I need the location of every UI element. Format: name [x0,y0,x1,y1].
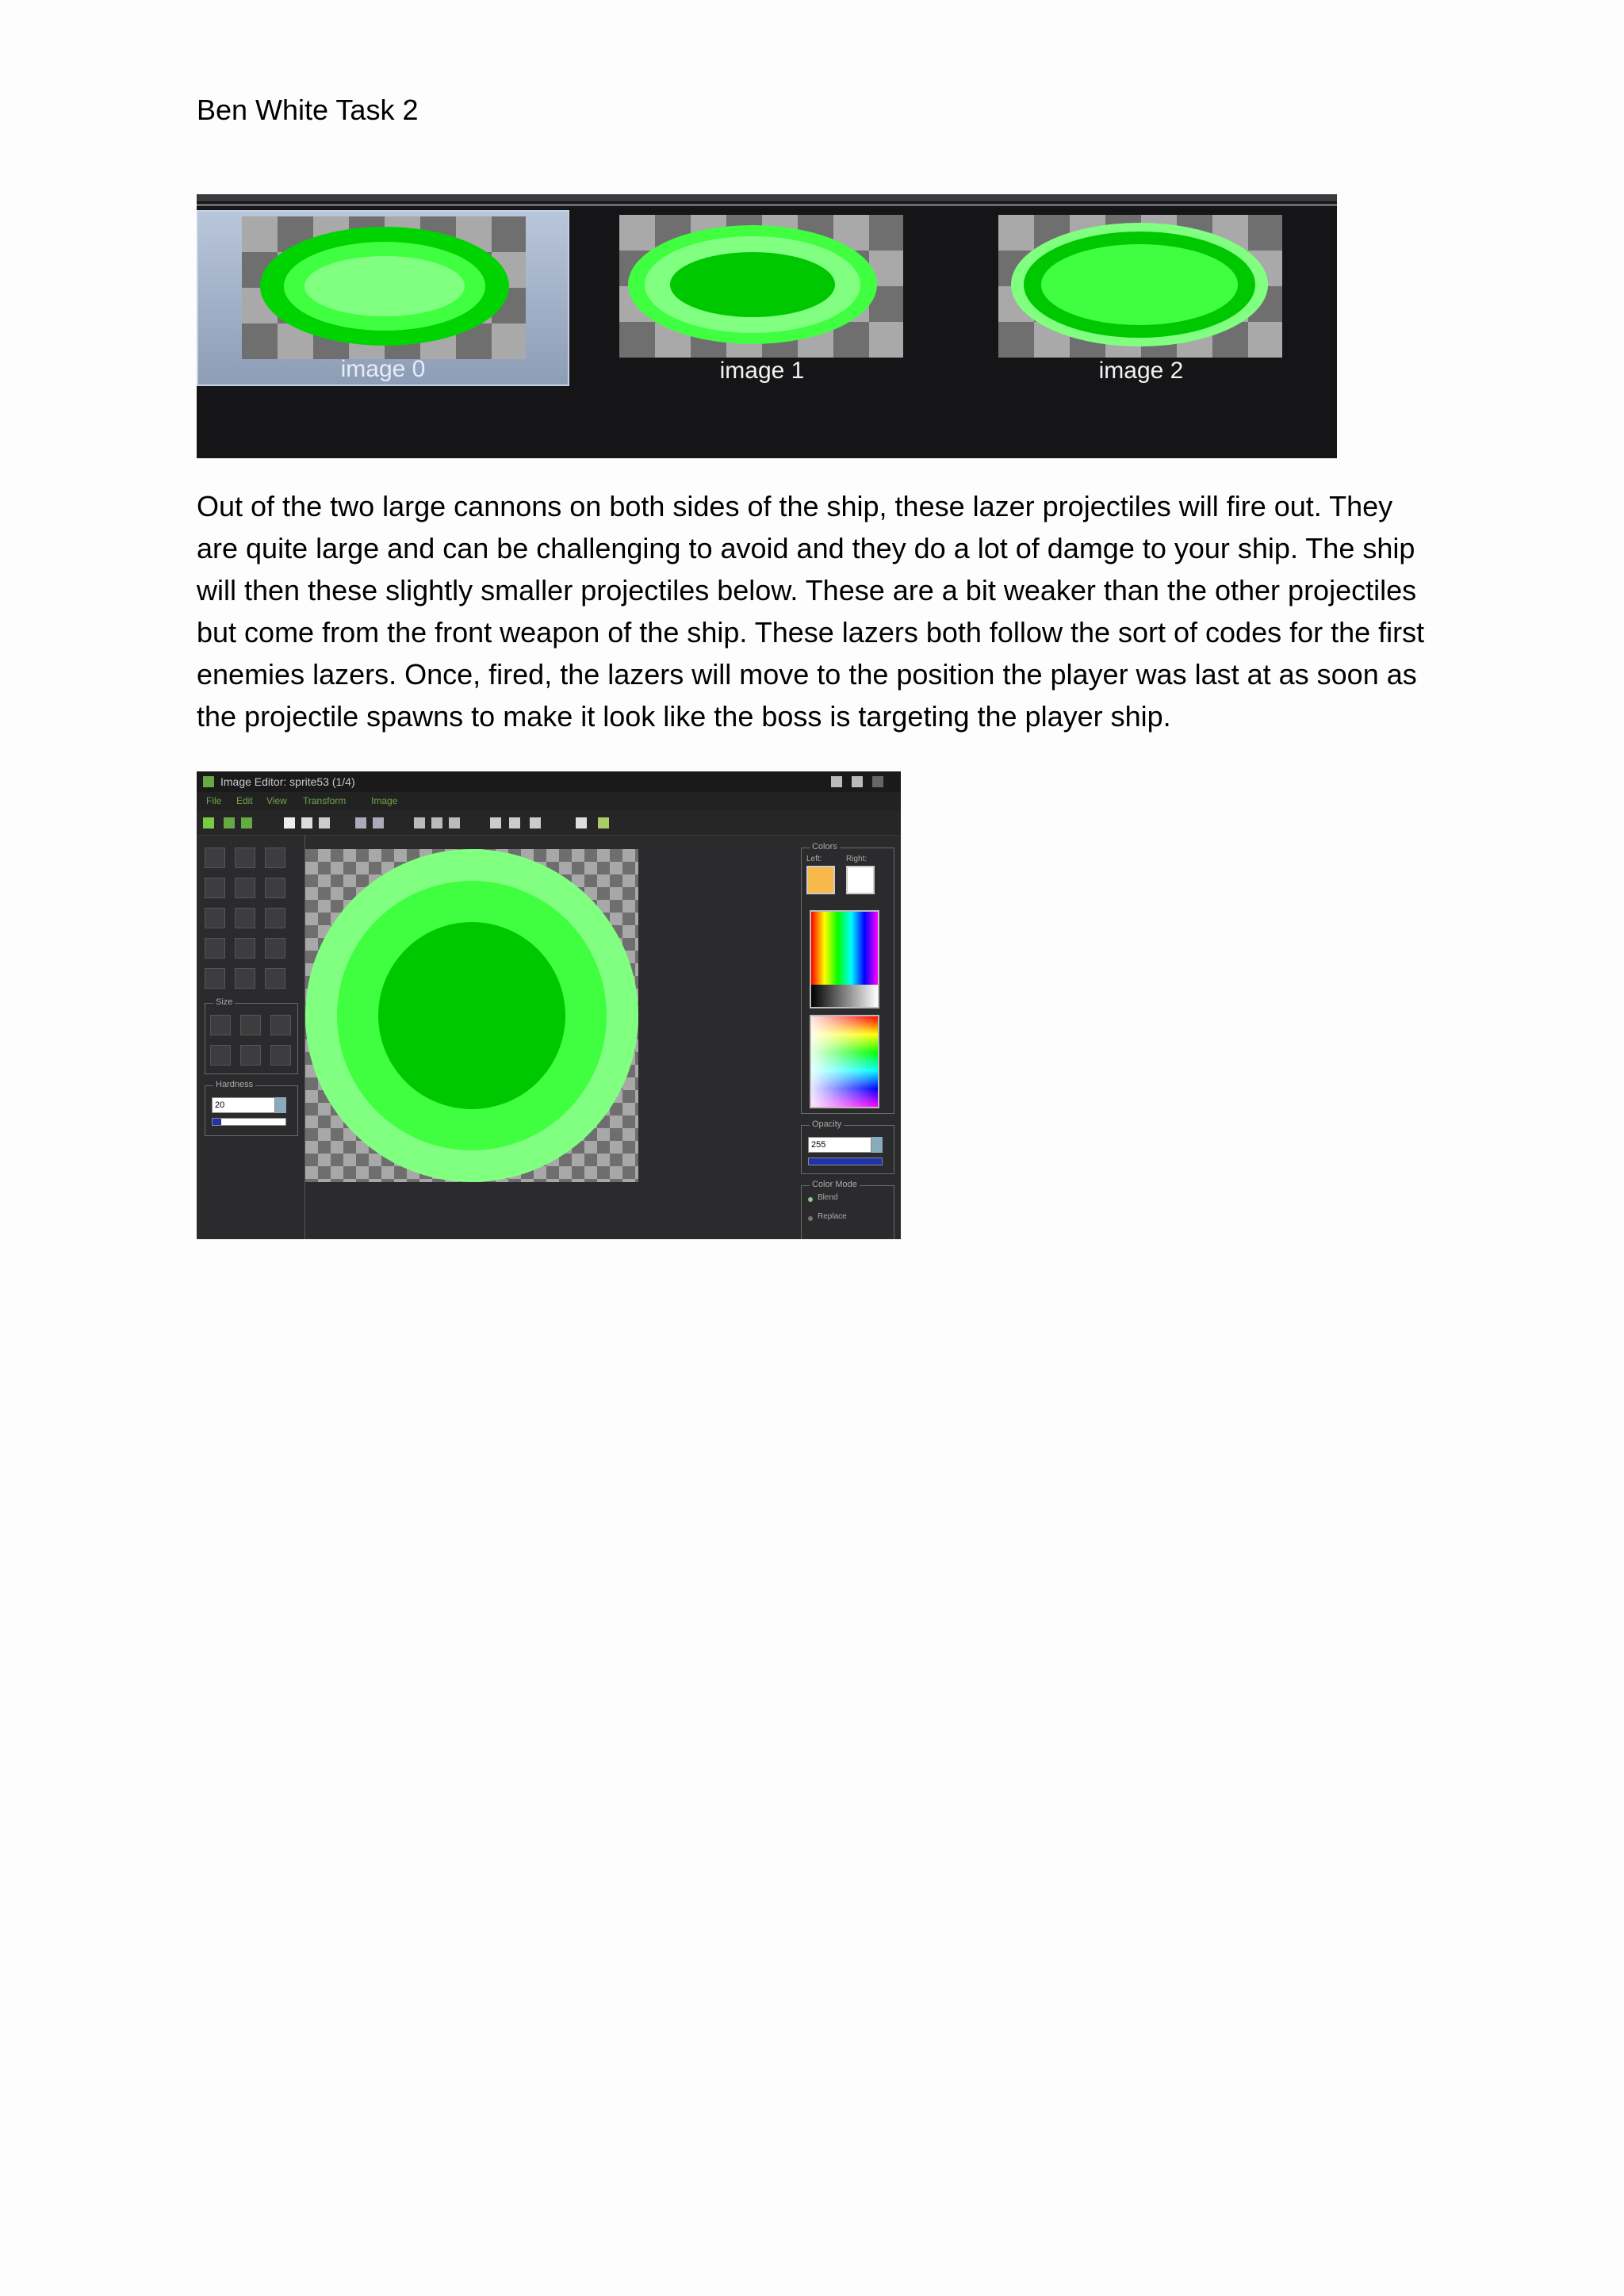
save-icon[interactable] [319,817,330,828]
ellipse-tool-icon[interactable] [235,908,255,928]
hardness-input[interactable]: 20 [212,1097,275,1113]
frame-2-thumbnail [998,215,1282,358]
replace-label: Replace [818,1212,847,1221]
color-picker-tool-icon[interactable] [235,968,255,989]
sprite-canvas[interactable] [305,849,638,1182]
menu-image[interactable]: Image [371,795,398,806]
copy-icon[interactable] [431,817,442,828]
rounded-rect-tool-icon[interactable] [265,908,285,928]
menu-edit[interactable]: Edit [236,795,253,806]
editor-titlebar [197,771,901,792]
lasso-tool-icon[interactable] [265,938,285,959]
pencil-tool-icon[interactable] [205,848,225,868]
line-tool-icon[interactable] [205,878,225,898]
blend-radio[interactable] [808,1197,813,1202]
settings-icon[interactable] [598,817,609,828]
hardness-spinner[interactable] [275,1097,286,1113]
colors-label: Colors [810,842,840,851]
magic-wand-tool-icon[interactable] [235,938,255,959]
body-paragraph: Out of the two large cannons on both sides of the ship, these lazer projectiles will fire out. They are quite large and can be challenging to avoid and they do a lot of damge to your ship. The ship will then these slightly smaller projectiles below. These are a bit weaker than the other projectiles but come from the front weapon of the ship. These lazers both follow the sort of codes for the first enemies lazers. Once, fired, the lazers will move to the position the player was last at as soon as the projectile spawns to make it look like the boss is targeting the player ship. [197,490,1425,733]
rect-tool-icon[interactable] [205,908,225,928]
frame-2-label: image 2 [1098,358,1184,384]
image-editor-screenshot [197,771,901,1239]
color-mode-label: Color Mode [810,1180,860,1189]
zoom-reset-icon[interactable] [530,817,541,828]
size-5-button[interactable] [240,1045,261,1066]
frame-1-label: image 1 [719,358,805,384]
minimize-icon[interactable] [831,776,842,787]
frame-0-label: image 0 [340,356,426,382]
editor-toolbar [197,811,901,836]
flip-icon[interactable] [355,817,366,828]
left-color-swatch[interactable] [806,866,835,894]
new-icon[interactable] [284,817,295,828]
replace-radio[interactable] [808,1216,813,1221]
frame-1-thumbnail [619,215,903,358]
text-tool-icon[interactable] [205,968,225,989]
menu-transform[interactable]: Transform [303,795,347,806]
menu-file[interactable]: File [206,795,222,806]
opacity-spinner[interactable] [871,1137,883,1153]
paste-icon[interactable] [449,817,460,828]
fill-tool-icon[interactable] [265,878,285,898]
open-icon[interactable] [301,817,312,828]
close-icon[interactable] [872,776,883,787]
brush-tool-icon[interactable] [235,848,255,868]
left-color-label: Left: [806,855,822,863]
sprite-frame-2[interactable] [955,210,1327,386]
size-2-button[interactable] [240,1015,261,1035]
undo-icon[interactable] [224,817,235,828]
sprite-frame-0[interactable] [197,210,569,386]
opacity-group [801,1119,894,1174]
editor-title: Image Editor: sprite53 (1/4) [220,775,355,788]
eraser-tool-icon[interactable] [265,848,285,868]
sprite-frame-strip [197,194,1337,458]
redo-icon[interactable] [241,817,252,828]
color-spectrum-picker[interactable] [810,1015,879,1108]
right-color-label: Right: [846,855,868,863]
frame-0-thumbnail [242,216,526,359]
document-title: Ben White Task 2 [197,94,419,126]
strip-border-inner [197,204,1337,206]
size-4-button[interactable] [210,1045,231,1066]
color-palette-grid[interactable] [810,910,879,1008]
mirror-icon[interactable] [373,817,384,828]
colors-group [801,842,894,1114]
hardness-slider[interactable] [212,1118,286,1126]
size-6-button[interactable] [270,1045,291,1066]
opacity-input[interactable]: 255 [808,1137,871,1153]
replace-color-tool-icon[interactable] [265,968,285,989]
size-1-button[interactable] [210,1015,231,1035]
opacity-slider[interactable] [808,1158,883,1165]
zoom-in-icon[interactable] [490,817,501,828]
blend-label: Blend [818,1193,838,1202]
right-color-swatch[interactable] [846,866,875,894]
menu-view[interactable]: View [266,795,287,806]
strip-border [197,194,1337,201]
select-tool-icon[interactable] [205,938,225,959]
size-3-button[interactable] [270,1015,291,1035]
color-mode-group [801,1180,894,1239]
cut-icon[interactable] [414,817,425,828]
hardness-group [205,1080,298,1136]
editor-menubar [197,792,901,811]
spray-tool-icon[interactable] [235,878,255,898]
confirm-icon[interactable] [203,817,214,828]
hardness-label: Hardness [213,1080,255,1089]
opacity-label: Opacity [810,1119,844,1129]
size-label: Size [213,997,235,1007]
sprite-frame-1[interactable] [576,210,948,386]
maximize-icon[interactable] [852,776,863,787]
size-group [205,997,298,1074]
grid-icon[interactable] [576,817,587,828]
zoom-out-icon[interactable] [509,817,520,828]
app-icon [203,776,214,787]
